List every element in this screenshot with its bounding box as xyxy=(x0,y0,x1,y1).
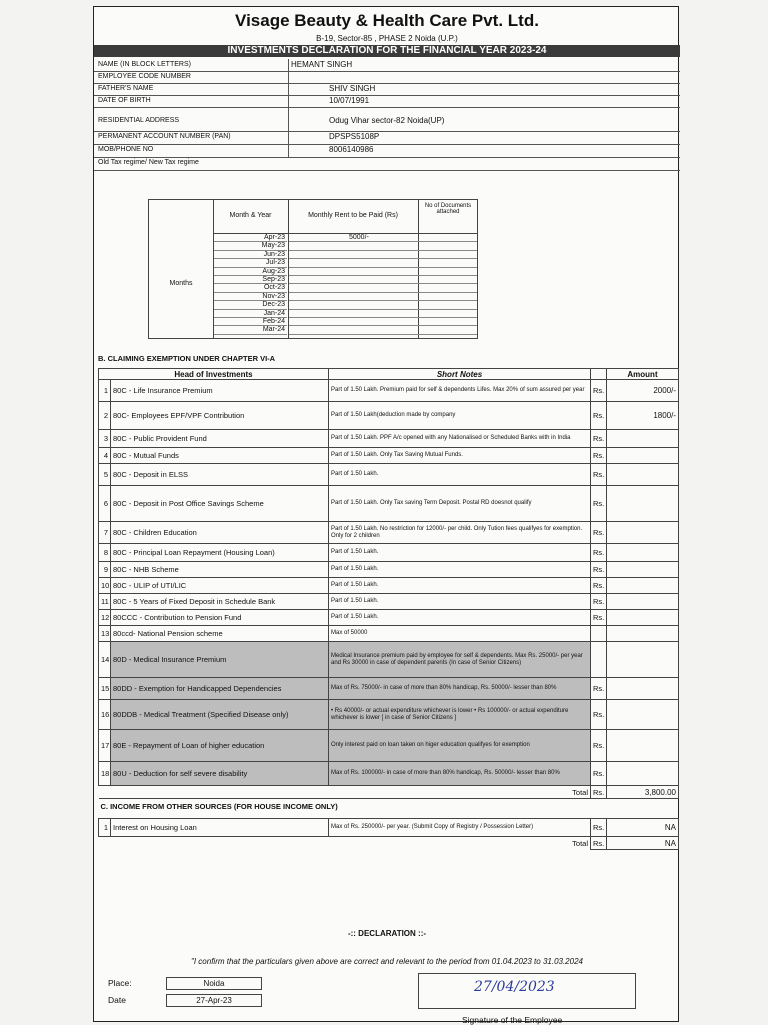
info-value[interactable]: 8006140986 xyxy=(329,145,374,154)
info-label: PERMANENT ACCOUNT NUMBER (PAN) xyxy=(98,133,231,140)
investment-head: 80ccd- National Pension scheme xyxy=(111,626,329,642)
table-row xyxy=(99,544,679,562)
place-field[interactable]: Noida xyxy=(166,977,262,990)
amount-field[interactable] xyxy=(607,626,679,642)
rent-line[interactable] xyxy=(289,326,477,334)
table-row xyxy=(99,464,679,486)
rent-line[interactable] xyxy=(289,284,477,292)
date-field[interactable]: 27-Apr-23 xyxy=(166,994,262,1007)
rent-line[interactable] xyxy=(289,234,477,242)
short-note: Max of Rs. 250000/- per year. (Submit Copy of Registry / Possession Letter) xyxy=(329,819,591,837)
info-row xyxy=(94,131,680,145)
currency-label: Rs. xyxy=(591,610,607,626)
info-label: RESIDENTIAL ADDRESS xyxy=(98,117,180,124)
rent-line[interactable] xyxy=(289,318,477,326)
month-item: Oct-23 xyxy=(214,284,287,292)
month-item: Apr-23 xyxy=(214,234,287,242)
investment-head: 80C - Deposit in ELSS xyxy=(111,464,329,486)
investment-head: 80C - 5 Years of Fixed Deposit in Schedule Bank xyxy=(111,594,329,610)
table-row xyxy=(99,522,679,544)
month-item: Jun-23 xyxy=(214,251,287,259)
amount-field[interactable] xyxy=(607,522,679,544)
short-note: Max of Rs. 75000/- in case of more than 80% handicap, Rs. 50000/- lesser than 80% xyxy=(329,678,591,700)
col-amount: Amount xyxy=(607,369,679,380)
info-row xyxy=(94,107,680,132)
currency-label xyxy=(591,642,607,678)
info-label: DATE OF BIRTH xyxy=(98,97,151,104)
declaration-text: "I confirm that the particulars given above are correct and relevant to the period from 01.04.2023 to 31.03.2024 xyxy=(191,957,583,966)
rent-line[interactable] xyxy=(289,310,477,318)
declaration-form xyxy=(93,6,679,1025)
row-number: 2 xyxy=(99,402,111,430)
amount-field[interactable] xyxy=(607,562,679,578)
short-note: Part of 1.50 Lakh. Only Tax Saving Mutual Funds. xyxy=(329,448,591,464)
row-number: 17 xyxy=(99,730,111,762)
signature-caption: Signature of the Employee xyxy=(462,1015,563,1025)
rent-line[interactable] xyxy=(289,301,477,309)
investment-head: 80C - Principal Loan Repayment (Housing Loan) xyxy=(111,544,329,562)
total-label: Total xyxy=(572,787,588,797)
investment-head: 80C - Deposit in Post Office Savings Scheme xyxy=(111,486,329,522)
currency-label: Rs. xyxy=(591,522,607,544)
short-note: Max of Rs. 100000/- in case of more than 80% handicap, Rs. 50000/- lesser than 80% xyxy=(329,762,591,786)
info-value[interactable]: Odug Vihar sector-82 Noida(UP) xyxy=(329,116,445,125)
rent-line[interactable] xyxy=(289,276,477,284)
currency-label: Rs. xyxy=(591,594,607,610)
investment-head: 80E - Repayment of Loan of higher education xyxy=(111,730,329,762)
rent-col-docs: No of Documents attached xyxy=(424,203,472,215)
amount-field[interactable] xyxy=(607,700,679,730)
amount-field[interactable]: NA xyxy=(607,819,679,837)
table-row xyxy=(99,430,679,448)
row-number: 13 xyxy=(99,626,111,642)
declaration-title: -:: DECLARATION ::- xyxy=(347,929,427,938)
amount-field[interactable] xyxy=(607,448,679,464)
month-item: May-23 xyxy=(214,242,287,250)
currency-label: Rs. xyxy=(591,819,607,837)
investment-head: 80C - Mutual Funds xyxy=(111,448,329,464)
rent-lines xyxy=(289,234,477,335)
short-note: Part of 1.50 Lakh. xyxy=(329,544,591,562)
investment-head: 80C - Children Education xyxy=(111,522,329,544)
amount-field[interactable] xyxy=(607,464,679,486)
rent-col-month: Month & Year xyxy=(229,212,272,219)
month-item: Dec-23 xyxy=(214,301,287,309)
investment-head: 80C - Public Provident Fund xyxy=(111,430,329,448)
month-item: Jan-24 xyxy=(214,310,287,318)
amount-field[interactable] xyxy=(607,578,679,594)
short-note: Part of 1.50 Lakh. PPF A/c opened with any Nationalised or Scheduled Banks with in India xyxy=(329,430,591,448)
rent-line[interactable] xyxy=(289,293,477,301)
table-row xyxy=(99,730,679,762)
total-label: Total xyxy=(572,838,588,848)
month-item: Sep-23 xyxy=(214,276,287,284)
row-number: 1 xyxy=(99,819,111,837)
currency-label: Rs. xyxy=(591,837,607,850)
investment-head: 80C - Life Insurance Premium xyxy=(111,380,329,402)
month-item: Jul-23 xyxy=(214,259,287,267)
rent-line[interactable] xyxy=(289,251,477,259)
short-note: Part of 1.50 Lakh. Only Tax saving Term Deposit. Postal RD doesnot qualify xyxy=(329,486,591,522)
investment-head: 80DDB - Medical Treatment (Specified Disease only) xyxy=(111,700,329,730)
table-row xyxy=(99,610,679,626)
col-head: Head of Investments xyxy=(99,369,329,380)
total-amount: NA xyxy=(607,837,679,850)
amount-field[interactable] xyxy=(607,594,679,610)
rent-col-amount: Monthly Rent to be Paid (Rs) xyxy=(308,212,398,219)
table-row xyxy=(99,562,679,578)
short-note: Only interest paid on loan taken on higer education qualifyes for exemption xyxy=(329,730,591,762)
currency-label: Rs. xyxy=(591,786,607,799)
info-value[interactable]: HEMANT SINGH xyxy=(291,60,353,69)
company-address: B-19, Sector-85 , PHASE 2 Noida (U.P.) xyxy=(316,34,458,43)
row-number: 7 xyxy=(99,522,111,544)
amount-field[interactable] xyxy=(607,678,679,700)
info-label: NAME (IN BLOCK LETTERS) xyxy=(98,61,191,68)
info-label: FATHER'S NAME xyxy=(98,85,154,92)
row-number: 14 xyxy=(99,642,111,678)
short-note: Part of 1.50 Lakh(deduction made by company xyxy=(329,402,591,430)
currency-label: Rs. xyxy=(591,562,607,578)
rent-line[interactable] xyxy=(289,259,477,267)
company-name: Visage Beauty & Health Care Pvt. Ltd. xyxy=(235,11,539,30)
rent-table xyxy=(148,199,478,339)
info-row xyxy=(94,144,680,158)
short-note: Part of 1.50 Lakh. xyxy=(329,610,591,626)
info-label: EMPLOYEE CODE NUMBER xyxy=(98,73,191,80)
row-number: 1 xyxy=(99,380,111,402)
table-row xyxy=(99,700,679,730)
table-row xyxy=(99,819,679,837)
currency-label xyxy=(591,626,607,642)
amount-field[interactable]: 1800/- xyxy=(607,402,679,430)
short-note: Part of 1.50 Lakh. No restriction for 12000/- per child. Only Tution fees qualifyes for exemption. Only for 2 children xyxy=(329,522,591,544)
investments-table xyxy=(98,368,679,850)
amount-field[interactable] xyxy=(607,544,679,562)
row-number: 8 xyxy=(99,544,111,562)
total-amount: 3,800.00 xyxy=(607,786,679,799)
col-notes: Short Notes xyxy=(329,369,591,380)
row-number: 9 xyxy=(99,562,111,578)
currency-label: Rs. xyxy=(591,730,607,762)
amount-field[interactable] xyxy=(607,486,679,522)
currency-label: Rs. xyxy=(591,578,607,594)
month-item: Mar-24 xyxy=(214,326,287,334)
currency-label: Rs. xyxy=(591,544,607,562)
info-label: MOB/PHONE NO xyxy=(98,146,154,153)
short-note: • Rs 40000/- or actual expenditure whichever is lower • Rs 100000/- or actual expenditure whichever is lower [ in case of Senior Citizens ] xyxy=(329,700,591,730)
info-value[interactable]: SHIV SINGH xyxy=(329,84,376,93)
investment-head: 80U - Deduction for self severe disability xyxy=(111,762,329,786)
currency-label: Rs. xyxy=(591,402,607,430)
rent-line[interactable] xyxy=(289,268,477,276)
info-label: Old Tax regime/ New Tax regime xyxy=(98,159,199,166)
amount-field[interactable] xyxy=(607,762,679,786)
info-row xyxy=(94,157,680,171)
short-note: Part of 1.50 Lakh. xyxy=(329,464,591,486)
month-item: Feb-24 xyxy=(214,318,287,326)
investment-head: 80DD - Exemption for Handicapped Dependencies xyxy=(111,678,329,700)
row-number: 16 xyxy=(99,700,111,730)
currency-label: Rs. xyxy=(591,762,607,786)
section-b-title: B. CLAIMING EXEMPTION UNDER CHAPTER VI-A xyxy=(98,354,276,363)
short-note: Part of 1.50 Lakh. xyxy=(329,562,591,578)
currency-label: Rs. xyxy=(591,486,607,522)
total-row-b xyxy=(99,786,679,799)
currency-label: Rs. xyxy=(591,430,607,448)
table-row xyxy=(99,380,679,402)
short-note: Max of 50000 xyxy=(329,626,591,642)
investment-head: 80C - NHB Scheme xyxy=(111,562,329,578)
rent-row-label: Months xyxy=(169,280,193,287)
row-number: 10 xyxy=(99,578,111,594)
row-number: 5 xyxy=(99,464,111,486)
amount-field[interactable] xyxy=(607,610,679,626)
table-row xyxy=(99,402,679,430)
date-label: Date xyxy=(108,995,126,1005)
income-head: Interest on Housing Loan xyxy=(111,819,329,837)
amount-field[interactable]: 2000/- xyxy=(607,380,679,402)
info-value[interactable]: 10/07/1991 xyxy=(329,96,370,105)
rent-line[interactable] xyxy=(289,242,477,250)
table-row xyxy=(99,678,679,700)
investment-head: 80CCC - Contribution to Pension Fund xyxy=(111,610,329,626)
table-row xyxy=(99,448,679,464)
row-number: 3 xyxy=(99,430,111,448)
short-note: Part of 1.50 Lakh. xyxy=(329,578,591,594)
form-title-banner: INVESTMENTS DECLARATION FOR THE FINANCIAL YEAR 2023-24 xyxy=(94,45,680,57)
month-item: Nov-23 xyxy=(214,293,287,301)
investment-head: 80C- Employees EPF/VPF Contribution xyxy=(111,402,329,430)
total-row-c xyxy=(99,837,679,850)
amount-field[interactable] xyxy=(607,430,679,448)
currency-label: Rs. xyxy=(591,448,607,464)
row-number: 15 xyxy=(99,678,111,700)
signature-handwriting: 27/04/2023 xyxy=(474,979,555,995)
row-number: 12 xyxy=(99,610,111,626)
section-c-title: C. INCOME FROM OTHER SOURCES (FOR HOUSE INCOME ONLY) xyxy=(99,799,679,815)
section-c-title-row xyxy=(99,799,679,815)
currency-label: Rs. xyxy=(591,678,607,700)
table-row xyxy=(99,626,679,642)
rent-amount: 5000/- xyxy=(349,234,369,241)
table-row xyxy=(99,762,679,786)
short-note: Part of 1.50 Lakh. Premium paid for self & dependents Lifes. Max 20% of sum assured per year xyxy=(329,380,591,402)
currency-label: Rs. xyxy=(591,380,607,402)
month-list xyxy=(214,234,287,335)
row-number: 6 xyxy=(99,486,111,522)
table-row xyxy=(99,594,679,610)
row-number: 11 xyxy=(99,594,111,610)
month-item: Aug-23 xyxy=(214,268,287,276)
table-row xyxy=(99,486,679,522)
investment-head: 80C - ULIP of UTI/LIC xyxy=(111,578,329,594)
info-value[interactable]: DPSPS5108P xyxy=(329,132,380,141)
place-label: Place: xyxy=(108,978,132,988)
investment-head: 80D - Medical Insurance Premium xyxy=(111,642,329,678)
amount-field[interactable] xyxy=(607,730,679,762)
amount-field[interactable] xyxy=(607,642,679,678)
row-number: 18 xyxy=(99,762,111,786)
currency-label: Rs. xyxy=(591,700,607,730)
table-row xyxy=(99,642,679,678)
currency-label: Rs. xyxy=(591,464,607,486)
row-number: 4 xyxy=(99,448,111,464)
short-note: Medical Insurance premium paid by employee for self & dependents. Max Rs. 25000/- per year and Rs 30000 in case of dependent parents (In case of Senior Citizens) xyxy=(329,642,591,678)
short-note: Part of 1.50 Lakh. xyxy=(329,594,591,610)
table-row xyxy=(99,578,679,594)
